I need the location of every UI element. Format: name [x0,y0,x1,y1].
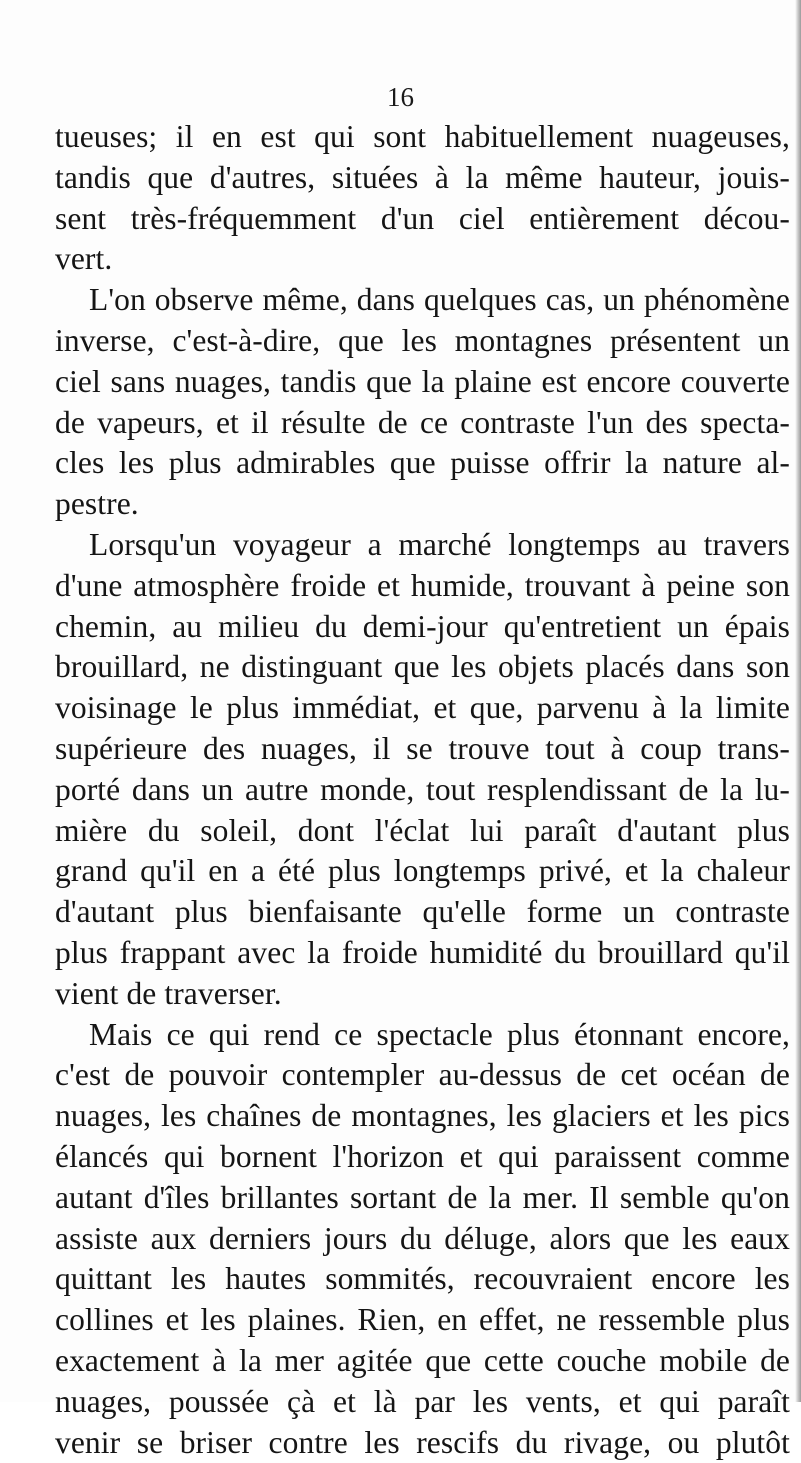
text-line: grand qu'il en a été plus longtemps privé, et la chaleur [55,851,790,892]
text-line: c'est de pouvoir contempler au-dessus de cet océan de [55,1055,790,1096]
text-line: nuages, poussée çà et là par les vents, et qui paraît [55,1382,790,1423]
text-line: sent très-fréquemment d'un ciel entièrement décou- [55,199,790,240]
text-line: pestre. [55,484,790,525]
page-edge-shadow [795,0,801,1402]
paragraph-start-line: Lorsqu'un voyageur a marché longtemps au travers [55,525,790,566]
paragraph-start-line: L'on observe même, dans quelques cas, un phénomène [55,280,790,321]
page-number: 16 [0,82,801,113]
text-line: tandis que d'autres, situées à la même hauteur, jouis- [55,158,790,199]
paragraph-start-line: Mais ce qui rend ce spectacle plus étonnant encore, [55,1015,790,1056]
text-line: exactement à la mer agitée que cette couche mobile de [55,1341,790,1382]
text-line: vert. [55,239,790,280]
text-line: d'une atmosphère froide et humide, trouvant à peine son [55,566,790,607]
text-line: brouillard, ne distinguant que les objets placés dans son [55,647,790,688]
text-line: voisinage le plus immédiat, et que, parvenu à la limite [55,688,790,729]
text-line: ciel sans nuages, tandis que la plaine est encore couverte [55,362,790,403]
text-line: tueuses; il en est qui sont habituellement nuageuses, [55,117,790,158]
text-line: assiste aux derniers jours du déluge, alors que les eaux [55,1219,790,1260]
text-line: d'autant plus bienfaisante qu'elle forme un contraste [55,892,790,933]
text-line: de vapeurs, et il résulte de ce contraste l'un des specta- [55,403,790,444]
text-line: cles les plus admirables que puisse offrir la nature al- [55,443,790,484]
text-line: autant d'îles brillantes sortant de la mer. Il semble qu'on [55,1178,790,1219]
text-line: collines et les plaines. Rien, en effet, ne ressemble plus [55,1300,790,1341]
text-line: inverse, c'est-à-dire, que les montagnes présentent un [55,321,790,362]
text-line: vient de traverser. [55,974,790,1015]
text-line: porté dans un autre monde, tout resplendissant de la lu- [55,770,790,811]
text-line: mière du soleil, dont l'éclat lui paraît d'autant plus [55,811,790,852]
text-line: nuages, les chaînes de montagnes, les glaciers et les pics [55,1096,790,1137]
text-line: supérieure des nuages, il se trouve tout à coup trans- [55,729,790,770]
text-line: quittant les hautes sommités, recouvraient encore les [55,1259,790,1300]
text-line: venir se briser contre les rescifs du rivage, ou plutôt [55,1423,790,1463]
text-line: chemin, au milieu du demi-jour qu'entretient un épais [55,607,790,648]
body-text [55,117,790,1463]
text-line: plus frappant avec la froide humidité du brouillard qu'il [55,933,790,974]
text-line: élancés qui bornent l'horizon et qui paraissent comme [55,1137,790,1178]
